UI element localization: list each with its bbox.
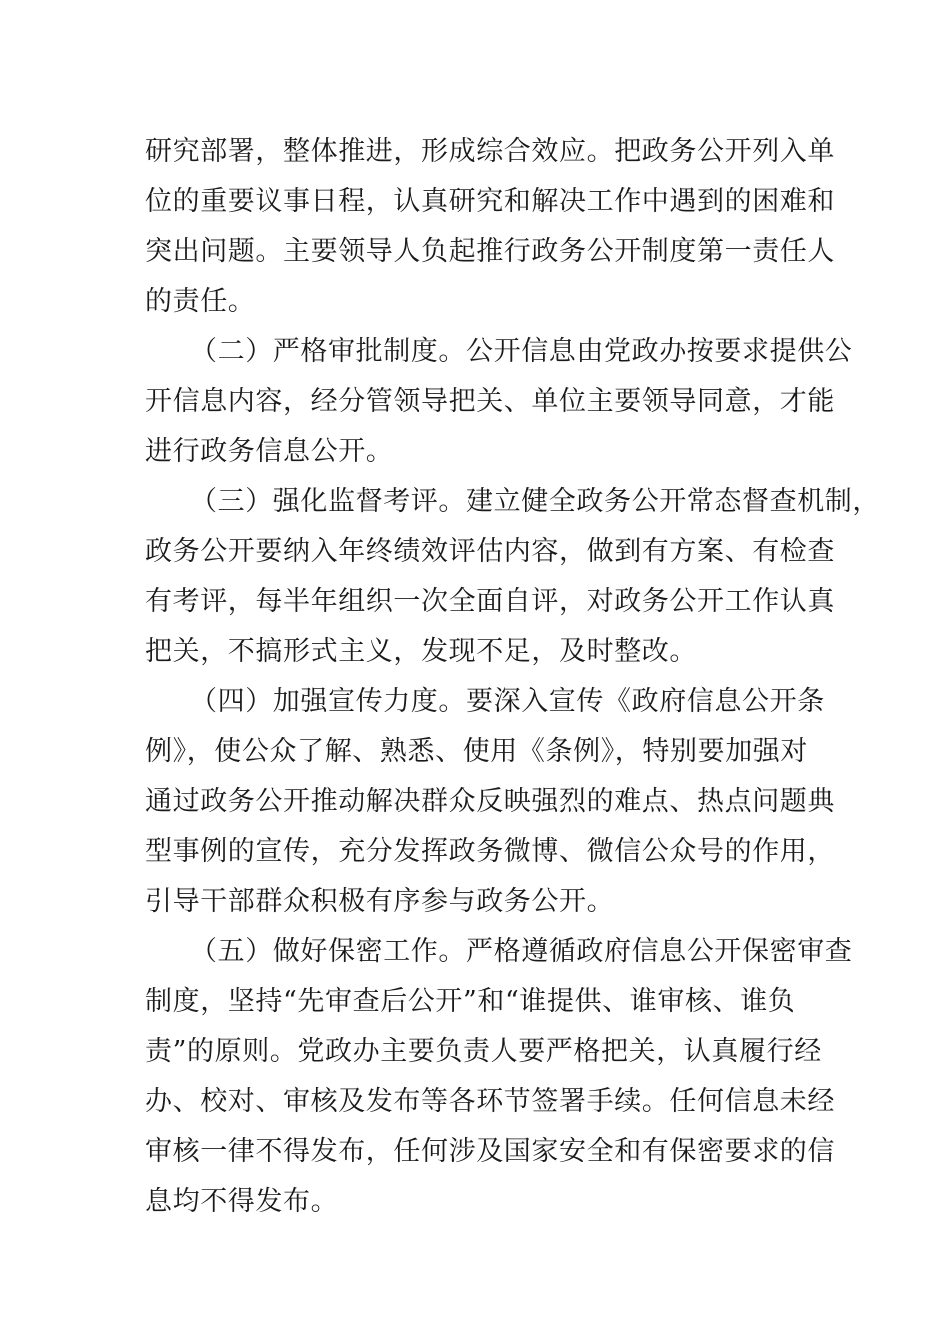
text-line: 的责任。 — [145, 286, 256, 317]
text-line: 进行政务信息公开。 — [145, 436, 394, 467]
text-line: 有考评，每半年组织一次全面自评，对政务公开工作认真 — [145, 586, 835, 617]
paragraph-2-heading-line: （二）严格审批制度。公开信息由党政办按要求提供公 — [190, 336, 853, 367]
text-line: 例》，使公众了解、熟悉、使用《条例》，特别要加强对 — [145, 736, 808, 767]
text-line: 责”的原则。党政办主要负责人要严格把关，认真履行经 — [145, 1036, 822, 1067]
text-line: 型事例的宣传，充分发挥政务微博、微信公众号的作用， — [145, 836, 835, 867]
paragraph-4-heading-line: （四）加强宣传力度。要深入宣传《政府信息公开条 — [190, 686, 825, 717]
text-line: 办、校对、审核及发布等各环节签署手续。任何信息未经 — [145, 1086, 835, 1117]
text-line: 突出问题。主要领导人负起推行政务公开制度第一责任人 — [145, 236, 835, 267]
text-line: 开信息内容，经分管领导把关、单位主要领导同意，才能 — [145, 386, 835, 417]
text-line: 审核一律不得发布，任何涉及国家安全和有保密要求的信 — [145, 1136, 835, 1167]
paragraph-5-heading-line: （五）做好保密工作。严格遵循政府信息公开保密审查 — [190, 936, 853, 967]
text-line: 通过政务公开推动解决群众反映强烈的难点、热点问题典 — [145, 786, 835, 817]
text-line: 引导干部群众积极有序参与政务公开。 — [145, 886, 615, 917]
text-line: 政务公开要纳入年终绩效评估内容，做到有方案、有检查 — [145, 536, 835, 567]
text-line: 位的重要议事日程，认真研究和解决工作中遇到的困难和 — [145, 186, 835, 217]
text-line: 制度，坚持“先审查后公开”和“谁提供、谁审核、谁负 — [145, 986, 796, 1017]
text-line: 息均不得发布。 — [145, 1186, 339, 1217]
text-line: 研究部署，整体推进，形成综合效应。把政务公开列入单 — [145, 136, 835, 167]
paragraph-3-heading-line: （三）强化监督考评。建立健全政务公开常态督查机制， — [190, 486, 880, 517]
text-line: 把关，不搞形式主义，发现不足，及时整改。 — [145, 636, 697, 667]
